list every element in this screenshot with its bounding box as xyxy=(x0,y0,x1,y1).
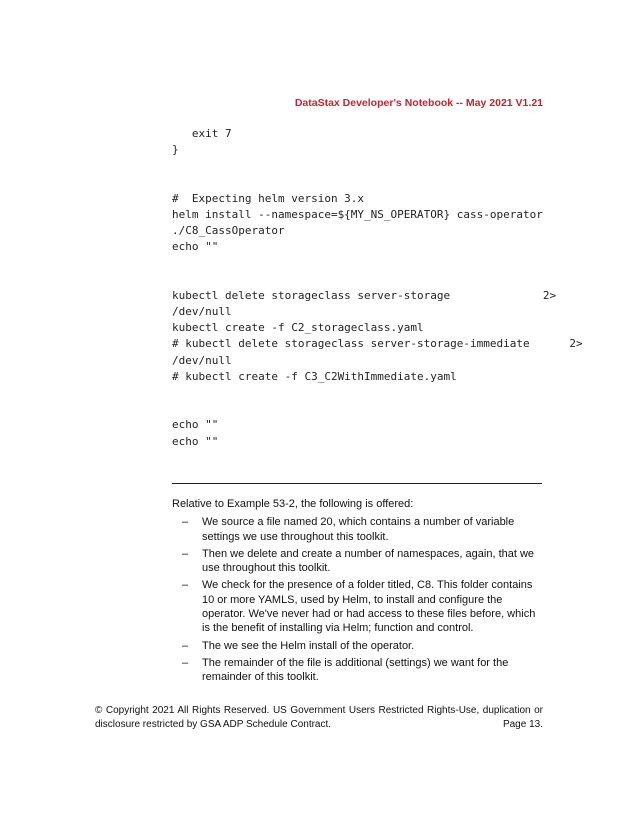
code-line xyxy=(172,385,552,401)
list-item xyxy=(172,656,544,685)
page-footer xyxy=(95,704,543,731)
code-line xyxy=(172,158,552,174)
copyright-line: © Copyright 2021 All Rights Reserved. US Government Users Restricted Rights-Use, duplication or xyxy=(95,705,543,716)
code-line: # Expecting helm version 3.x xyxy=(172,191,365,205)
code-line xyxy=(172,401,552,417)
code-line xyxy=(172,256,552,272)
code-line: kubectl create -f C2_storageclass.yaml xyxy=(172,321,424,335)
dash-bullet: – xyxy=(182,547,189,560)
running-header: DataStax Developer's Notebook -- May 2021 V1.21 xyxy=(294,97,543,109)
list-item-text: Then we delete and create a number of namespaces, again, that we use throughout this toolkit. xyxy=(202,547,535,575)
dash-bullet: – xyxy=(182,516,189,529)
code-line xyxy=(172,175,552,191)
list-item xyxy=(172,515,544,544)
list-item-text: We check for the presence of a folder titled, C8. This folder contains 10 or more YAMLS, used by Helm, to install and configure the operator. We've never had or had access to these files before, which is the benefit of installing via Helm; function and control. xyxy=(202,579,536,635)
code-line: # kubectl delete storageclass server-storage-immediate 2> xyxy=(172,337,583,351)
page-number: Page 13. xyxy=(502,718,543,730)
list-item xyxy=(172,639,544,653)
section-divider xyxy=(172,483,542,484)
dash-bullet: – xyxy=(182,656,189,669)
code-block xyxy=(172,126,583,450)
code-line: # kubectl create -f C3_C2WithImmediate.yaml xyxy=(172,369,457,383)
list-item-text: The remainder of the file is additional (settings) we want for the remainder of this toolkit. xyxy=(202,656,509,684)
code-line: helm install --namespace=${MY_NS_OPERATOR} cass-operator xyxy=(172,207,543,221)
code-line: echo "" xyxy=(172,240,219,254)
list-item xyxy=(172,578,544,635)
code-line: } xyxy=(172,143,179,157)
bullet-list xyxy=(172,515,544,684)
list-item-text: We source a file named 20, which contains a number of variable settings we use throughout this toolkit. xyxy=(202,516,515,543)
dash-bullet: – xyxy=(182,579,189,592)
intro-paragraph: Relative to Example 53-2, the following is offered: xyxy=(172,498,414,510)
list-item-text: The we see the Helm install of the operator. xyxy=(202,639,415,652)
contract-notice: disclosure restricted by GSA ADP Schedule Contract. xyxy=(95,718,332,730)
dash-bullet: – xyxy=(182,639,189,652)
code-line: echo "" xyxy=(172,418,219,432)
code-line: kubectl delete storageclass server-storage 2> xyxy=(172,288,557,302)
code-line: /dev/null xyxy=(172,305,232,319)
footer-second-line xyxy=(95,718,543,732)
code-line: exit 7 xyxy=(172,127,232,140)
explanation-section xyxy=(172,497,544,688)
list-item xyxy=(172,547,544,576)
code-line xyxy=(172,272,552,288)
code-line: /dev/null xyxy=(172,353,232,367)
code-line: ./C8_CassOperator xyxy=(172,224,285,238)
code-line: echo "" xyxy=(172,434,219,448)
